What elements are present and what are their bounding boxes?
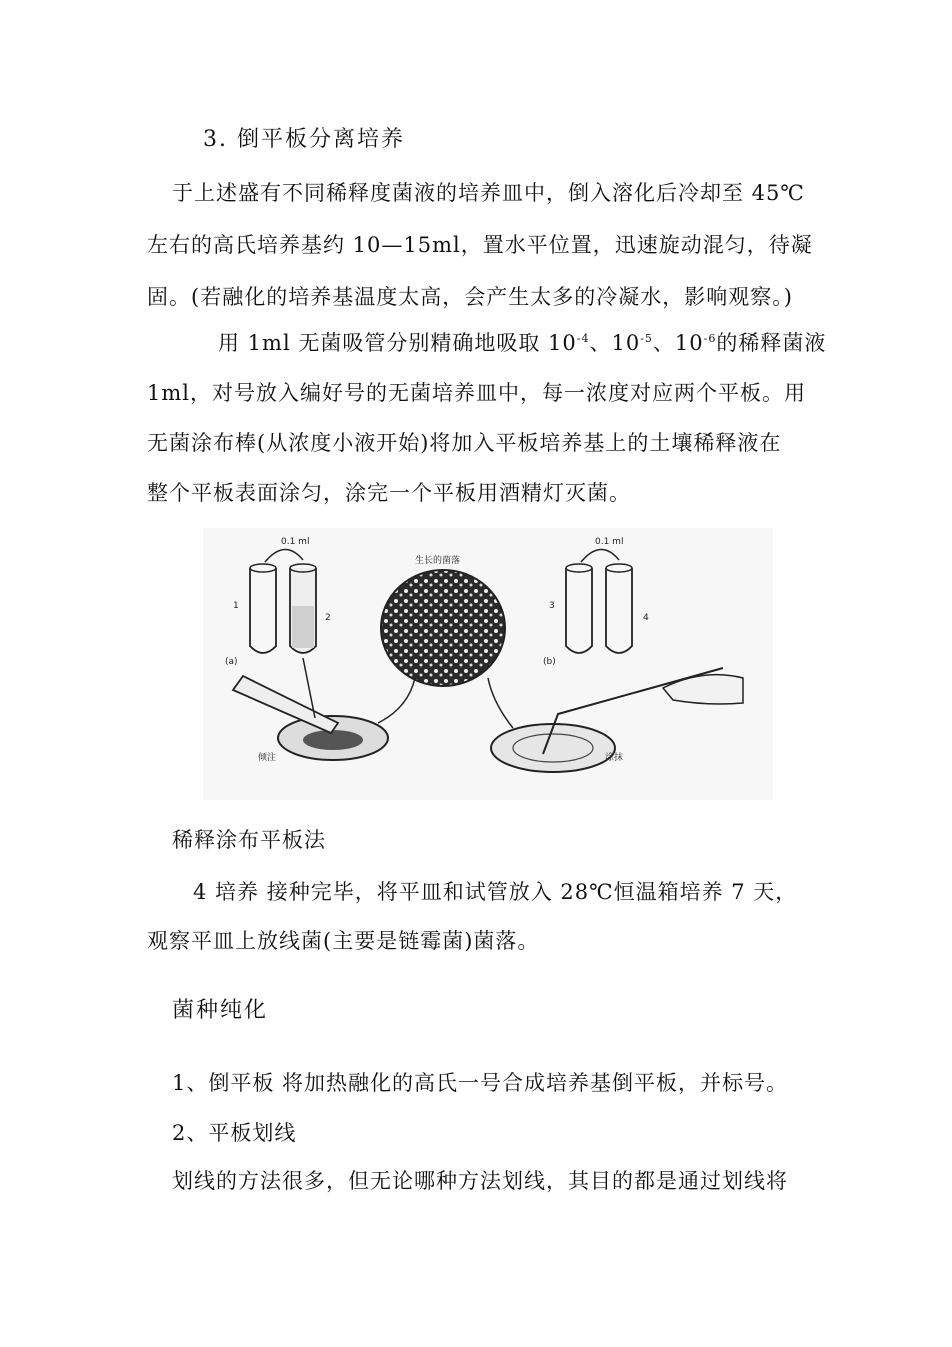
exponent: -4 [576,332,590,345]
text-segment: 用 1ml 无菌吸管分别精确地吸取 10 [218,331,577,355]
tube-number: 1 [233,601,239,611]
paragraph-line: 划线的方法很多，但无论哪种方法划线，其目的都是通过划线将 [172,1169,788,1193]
paragraph-line: 左右的高氏培养基约 10—15ml，置水平位置，迅速旋动混匀，待凝 [147,233,813,257]
tube-number: 3 [549,601,555,611]
transfer-label: 0.1 ml [595,537,624,547]
section3-heading: 3. 倒平板分离培养 [203,127,405,152]
exponent: -5 [640,332,653,345]
purification-heading: 菌种纯化 [172,998,269,1023]
panel-label: (a) [225,657,238,667]
paragraph-line: 固。(若融化的培养基温度太高，会产生太多的冷凝水，影响观察。) [147,285,793,309]
figure-caption: 稀释涂布平板法 [172,828,326,852]
paragraph-line [218,330,826,356]
tube-number: 4 [643,613,649,623]
pour-label: 倾注 [258,753,277,763]
text-segment: 、10 [652,331,704,355]
paragraph-line: 无菌涂布棒(从浓度小液开始)将加入平板培养基上的土壤稀释液在 [147,431,782,455]
dilution-plating-figure [203,528,773,800]
paragraph-line: 于上述盛有不同稀释度菌液的培养皿中，倒入溶化后冷却至 45℃ [172,181,805,205]
colony-plate [381,570,505,686]
text-segment: 、10 [589,331,641,355]
panel-label: (b) [543,657,556,667]
list-item: 2、平板划线 [172,1121,297,1145]
paragraph-line: 整个平板表面涂匀，涂完一个平板用酒精灯灭菌。 [147,481,631,505]
exponent: -6 [703,332,717,345]
paragraph-line: 1ml，对号放入编好号的无菌培养皿中，每一浓度对应两个平板。用 [147,381,806,405]
tube-2 [290,564,316,653]
paragraph-line: 观察平皿上放线菌(主要是链霉菌)菌落。 [147,929,540,953]
paragraph-line: 4 培养 接种完毕，将平皿和试管放入 28℃恒温箱培养 7 天， [193,880,798,904]
tube-number: 2 [325,613,331,623]
text-segment: 的稀释菌液 [716,331,827,355]
spread-label: 涂抹 [605,753,624,763]
list-item: 1、倒平板 将加热融化的高氏一号合成培养基倒平板，并标号。 [172,1071,789,1095]
colony-label: 生长的菌落 [415,556,461,566]
transfer-label: 0.1 ml [281,537,310,547]
